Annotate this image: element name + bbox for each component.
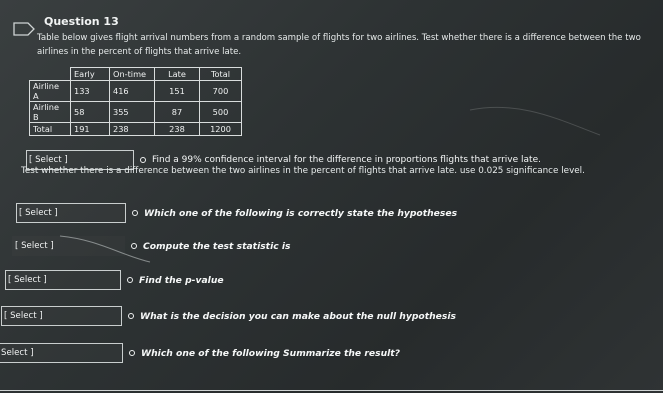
table-header-cell: Late — [155, 68, 200, 81]
table-cell: 238 — [110, 123, 155, 136]
prompt-confidence-interval: Find a 99% confidence interval for the difference in proportions flights that arrive late. — [152, 155, 541, 165]
bookmark-flag-icon[interactable] — [13, 22, 35, 36]
prompt-test-statistic: Compute the test statistic is — [143, 240, 291, 252]
table-row — [30, 81, 242, 102]
table-cell: 500 — [200, 102, 242, 123]
table-cell: 191 — [71, 123, 110, 136]
bullet-icon — [127, 277, 133, 283]
question-prompt: Table below gives flight arrival numbers from a random sample of flights for two airlines. Test whether there is a difference between the two airlines in the percent of flights that arrive late. — [37, 33, 641, 57]
table-header-cell: On-time — [110, 68, 155, 81]
table-header-row — [30, 68, 242, 81]
table-cell: Airline A — [30, 81, 71, 102]
bullet-icon — [131, 243, 137, 249]
table-header-cell: Total — [200, 68, 242, 81]
flight-arrival-table — [29, 67, 242, 136]
table-cell: 355 — [110, 102, 155, 123]
prompt-hypotheses: Which one of the following is correctly state the hypotheses — [144, 207, 458, 219]
select-dropdown-decision[interactable]: [ Select ] — [1, 306, 122, 326]
answer-row-test-statistic — [12, 236, 291, 256]
bullet-icon — [129, 350, 135, 356]
select-dropdown-p-value[interactable]: [ Select ] — [5, 270, 121, 290]
bullet-icon — [132, 210, 138, 216]
table-row — [30, 102, 242, 123]
table-cell: 416 — [110, 81, 155, 102]
test-instruction: Test whether there is a difference between the two airlines in the percent of flights that arrive late. use 0.025 significance level. — [21, 166, 585, 176]
select-dropdown-summary[interactable]: Select ] — [0, 343, 123, 363]
table-cell: 151 — [155, 81, 200, 102]
answer-row-summary — [0, 343, 400, 363]
table-cell: 58 — [71, 102, 110, 123]
table-header-cell: Early — [71, 68, 110, 81]
table-cell: 87 — [155, 102, 200, 123]
prompt-p-value: Find the p-value — [139, 274, 224, 286]
bullet-icon — [128, 313, 134, 319]
bottom-divider — [0, 390, 663, 391]
table-cell: Total — [30, 123, 71, 136]
prompt-summary: Which one of the following Summarize the result? — [141, 347, 400, 359]
answer-row-hypotheses — [16, 203, 457, 223]
table-cell: Airline B — [30, 102, 71, 123]
table-cell: 133 — [71, 81, 110, 102]
table-cell: 1200 — [200, 123, 242, 136]
answer-row-p-value — [5, 270, 224, 290]
table-row — [30, 123, 242, 136]
table-cell: 700 — [200, 81, 242, 102]
answer-row-decision — [1, 306, 456, 326]
prompt-decision: What is the decision you can make about the null hypothesis — [140, 310, 456, 322]
question-title: Question 13 — [44, 15, 119, 28]
table-header-cell — [30, 68, 71, 81]
bullet-icon — [140, 157, 146, 163]
select-dropdown-test-statistic[interactable]: [ Select ] — [15, 241, 54, 251]
select-dropdown-hypotheses[interactable]: [ Select ] — [16, 203, 126, 223]
table-cell: 238 — [155, 123, 200, 136]
select-dropdown-confidence-interval[interactable]: [ Select ] — [26, 150, 134, 170]
